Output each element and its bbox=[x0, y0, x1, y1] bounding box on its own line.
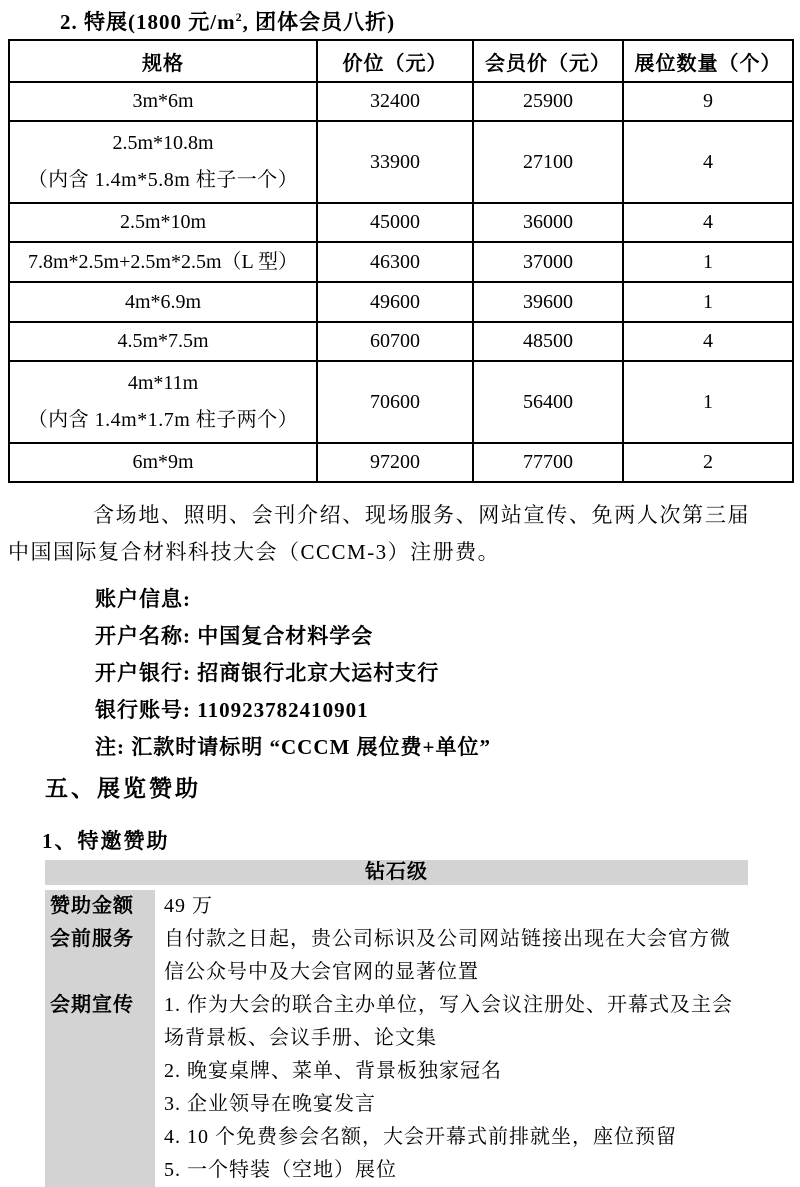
price-cell: 45000 bbox=[317, 203, 473, 242]
spec-cell bbox=[9, 282, 317, 322]
count-cell: 1 bbox=[623, 282, 793, 322]
spec-text: 4.5m*7.5m bbox=[117, 330, 209, 352]
tier-header-diamond: 钻石级 bbox=[45, 860, 748, 885]
member-price-cell: 77700 bbox=[473, 443, 623, 482]
sponsor-label: 会期宣传 bbox=[45, 989, 155, 1187]
section-title-special-exhibition bbox=[0, 0, 800, 36]
title-text: 2. 特展(1800 元/m bbox=[60, 10, 236, 34]
member-price-cell: 39600 bbox=[473, 282, 623, 322]
table-row bbox=[9, 282, 793, 322]
sponsor-content bbox=[164, 890, 748, 923]
col-header-member-price: 会员价（元） bbox=[473, 40, 623, 82]
sponsor-row-promotion bbox=[45, 989, 748, 1187]
col-header-spec: 规格 bbox=[9, 40, 317, 82]
col-header-price: 价位（元） bbox=[317, 40, 473, 82]
table-row bbox=[9, 121, 793, 203]
count-cell: 1 bbox=[623, 361, 793, 443]
price-cell: 60700 bbox=[317, 322, 473, 361]
account-number: 银行账号: 110923782410901 bbox=[95, 698, 369, 722]
booth-price-table bbox=[8, 39, 794, 483]
count-cell: 4 bbox=[623, 322, 793, 361]
price-cell: 97200 bbox=[317, 443, 473, 482]
spec-text: 4m*6.9m bbox=[124, 290, 202, 313]
spec-text: 4m*11m bbox=[127, 372, 199, 394]
sponsor-line: 4. 10 个免费参会名额，大会开幕式前排就坐，座位预留 bbox=[164, 1126, 677, 1148]
price-cell: 46300 bbox=[317, 242, 473, 282]
member-price-cell: 25900 bbox=[473, 82, 623, 121]
table-note: 含场地、照明、会刊介绍、现场服务、网站宣传、免两人次第三届中国国际复合材料科技大会（CCCM-3）注册费。 bbox=[8, 503, 750, 564]
sponsor-row-preconference bbox=[45, 923, 748, 989]
member-price-cell: 37000 bbox=[473, 242, 623, 282]
sponsor-label: 赞助金额 bbox=[45, 890, 155, 923]
sponsor-row-amount bbox=[45, 890, 748, 923]
table-header-row bbox=[9, 40, 793, 82]
price-cell: 70600 bbox=[317, 361, 473, 443]
account-bank-name: 开户名称: 中国复合材料学会 bbox=[95, 624, 374, 648]
spec-cell bbox=[9, 443, 317, 482]
spec-cell bbox=[9, 242, 317, 282]
spec-note: （内含 1.4m*5.8m 柱子一个） bbox=[27, 169, 299, 191]
subsection-heading-invited: 1、特邀赞助 bbox=[42, 829, 170, 853]
member-price-cell: 56400 bbox=[473, 361, 623, 443]
spec-cell bbox=[9, 82, 317, 121]
spec-text: 7.8m*2.5m+2.5m*2.5m（L 型） bbox=[28, 250, 298, 273]
table-row bbox=[9, 322, 793, 361]
col-header-count: 展位数量（个） bbox=[623, 40, 793, 82]
sponsor-line: 1. 作为大会的联合主办单位，写入会议注册处、开幕式及主会场背景板、会议手册、论文集 bbox=[164, 994, 733, 1049]
price-cell: 33900 bbox=[317, 121, 473, 203]
member-price-cell: 36000 bbox=[473, 203, 623, 242]
count-cell: 4 bbox=[623, 121, 793, 203]
count-cell: 1 bbox=[623, 242, 793, 282]
count-cell: 2 bbox=[623, 443, 793, 482]
account-bank-branch: 开户银行: 招商银行北京大运村支行 bbox=[95, 661, 440, 685]
count-cell: 4 bbox=[623, 203, 793, 242]
section-heading-sponsorship: 五、展览赞助 bbox=[45, 776, 201, 801]
spec-text: 6m*9m bbox=[132, 451, 194, 473]
title-superscript: 2 bbox=[235, 10, 243, 24]
account-info bbox=[95, 581, 800, 766]
sponsor-content bbox=[164, 989, 748, 1187]
spec-text: 3m*6m bbox=[132, 90, 194, 112]
spec-cell bbox=[9, 322, 317, 361]
price-cell: 32400 bbox=[317, 82, 473, 121]
member-price-cell: 27100 bbox=[473, 121, 623, 203]
title-text-rest: , 团体会员八折) bbox=[242, 10, 396, 34]
table-row bbox=[9, 242, 793, 282]
table-row bbox=[9, 361, 793, 443]
price-cell: 49600 bbox=[317, 282, 473, 322]
spec-cell bbox=[9, 361, 317, 443]
sponsor-line: 2. 晚宴桌牌、菜单、背景板独家冠名 bbox=[164, 1060, 502, 1082]
account-remit-note: 注: 汇款时请标明 “CCCM 展位费+单位” bbox=[95, 735, 492, 759]
sponsor-label: 会前服务 bbox=[45, 923, 155, 989]
spec-text: 2.5m*10.8m bbox=[112, 132, 214, 154]
spec-note: （内含 1.4m*1.7m 柱子两个） bbox=[27, 409, 299, 431]
sponsor-line: 5. 一个特装（空地）展位 bbox=[164, 1159, 397, 1181]
sponsor-table bbox=[45, 860, 748, 1187]
member-price-cell: 48500 bbox=[473, 322, 623, 361]
table-row bbox=[9, 203, 793, 242]
spec-cell bbox=[9, 203, 317, 242]
sponsor-content bbox=[164, 923, 748, 989]
table-row bbox=[9, 82, 793, 121]
account-heading: 账户信息: bbox=[95, 587, 191, 611]
sponsor-line: 自付款之日起，贵公司标识及公司网站链接出现在大会官方微信公众号中及大会官网的显著位置 bbox=[164, 928, 731, 983]
sponsor-line: 49 万 bbox=[164, 895, 213, 917]
table-row bbox=[9, 443, 793, 482]
count-cell: 9 bbox=[623, 82, 793, 121]
sponsor-line: 3. 企业领导在晚宴发言 bbox=[164, 1093, 376, 1115]
spec-text: 2.5m*10m bbox=[119, 211, 207, 233]
spec-cell bbox=[9, 121, 317, 203]
